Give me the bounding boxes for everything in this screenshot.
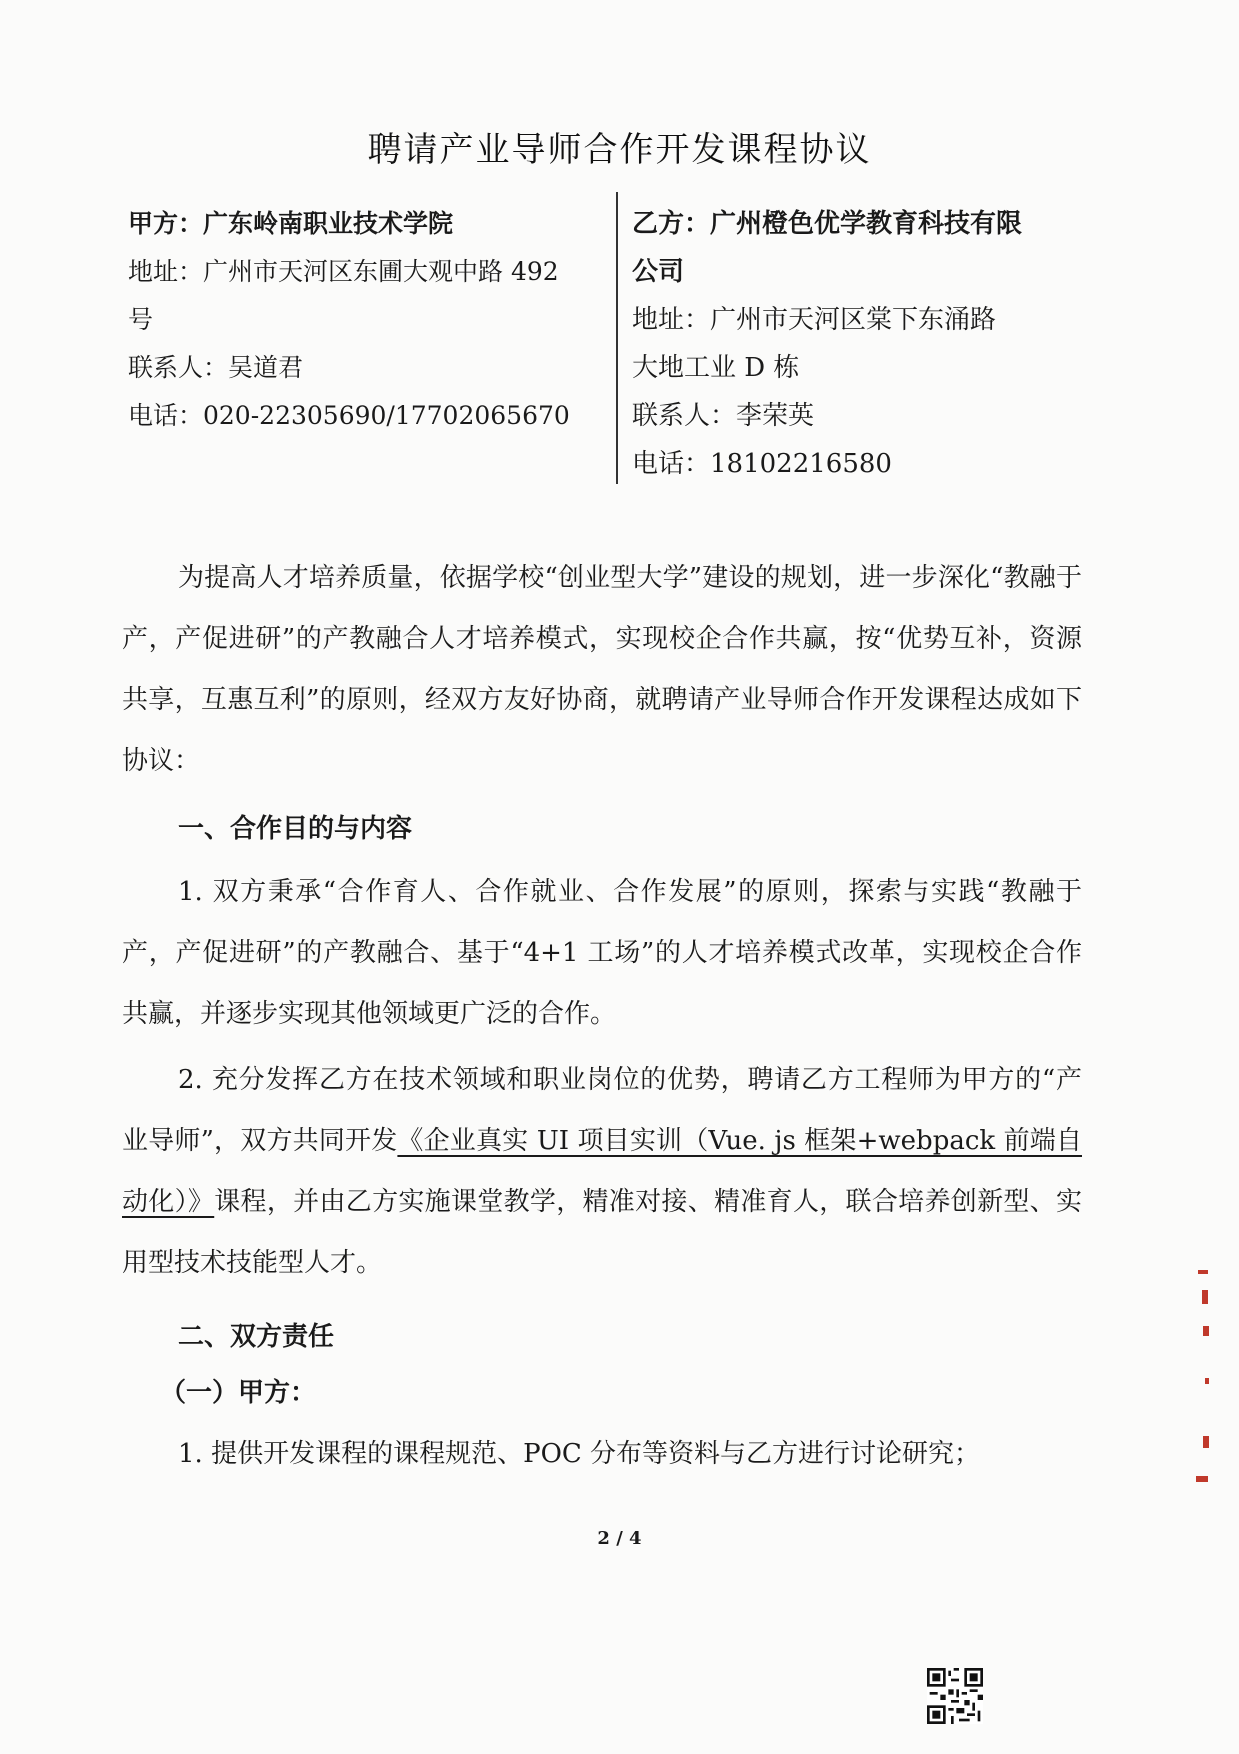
party-b-name-line2: 公司 xyxy=(632,257,685,287)
seal-edge-mark xyxy=(1202,1290,1208,1304)
party-a-address-line2: 号 xyxy=(128,305,154,334)
party-b-info xyxy=(632,200,1102,488)
intro-paragraph: 为提高人才培养质量，依据学校“创业型大学”建设的规划，进一步深化“教融于产，产促进研”的产教融合人才培养模式，实现校企合作共赢，按“优势互补，资源共享，互惠互利”的原则，经双方友好协商，就聘请产业导师合作开发课程达成如下协议： xyxy=(122,563,1082,776)
party-b-name-line1: 乙方：广州橙色优学教育科技有限 xyxy=(632,209,1023,239)
clause-2-lead: 2. 充分发挥乙方在技术领域和职业岗位的优势，聘请乙方工程师为甲方的“产业导师”，双方共同开发 xyxy=(122,1065,1082,1156)
seal-edge-mark xyxy=(1203,1436,1209,1448)
party-a-info xyxy=(128,200,618,440)
course-title: 《企业真实 UI 项目实训（Vue. js 框架+webpack 前端自动化）》 xyxy=(122,1126,1082,1217)
clause-2 xyxy=(122,1050,1082,1294)
section2-heading: 二、双方责任 xyxy=(178,1322,335,1352)
seal-edge-mark xyxy=(1203,1326,1209,1336)
qr-code-icon xyxy=(927,1668,983,1724)
subsection-a-heading: （一）甲方： xyxy=(160,1378,317,1408)
party-a-address-line1: 地址：广州市天河区东圃大观中路 492 xyxy=(128,257,559,286)
party-divider xyxy=(616,192,618,484)
party-a-clause-1: 1. 提供开发课程的课程规范、POC 分布等资料与乙方进行讨论研究； xyxy=(178,1439,981,1469)
party-b-contact: 联系人：李荣英 xyxy=(632,401,815,431)
clause-2-tail: 课程，并由乙方实施课堂教学，精准对接、精准育人，联合培养创新型、实用型技术技能型人才。 xyxy=(122,1187,1082,1278)
party-a-contact: 联系人：吴道君 xyxy=(128,353,304,382)
document-title: 聘请产业导师合作开发课程协议 xyxy=(367,130,872,170)
section1-heading: 一、合作目的与内容 xyxy=(178,814,413,844)
seal-edge-mark xyxy=(1196,1476,1208,1482)
party-a-name: 甲方：广东岭南职业技术学院 xyxy=(128,209,454,238)
seal-edge-mark xyxy=(1198,1270,1208,1274)
party-b-phone: 电话：18102216580 xyxy=(632,449,892,479)
party-b-address-line2: 大地工业 D 栋 xyxy=(632,353,800,383)
seal-edge-mark xyxy=(1205,1378,1209,1384)
clause-1: 1. 双方秉承“合作育人、合作就业、合作发展”的原则，探索与实践“教融于产，产促进研”的产教融合、基于“4+1 工场”的人才培养模式改革，实现校企合作共赢，并逐步实现其他领域更广泛的合作。 xyxy=(122,877,1082,1029)
party-a-phone: 电话：020-22305690/17702065670 xyxy=(128,401,570,430)
page-number: 2 / 4 xyxy=(597,1528,642,1549)
party-b-address-line1: 地址：广州市天河区棠下东涌路 xyxy=(632,305,997,335)
